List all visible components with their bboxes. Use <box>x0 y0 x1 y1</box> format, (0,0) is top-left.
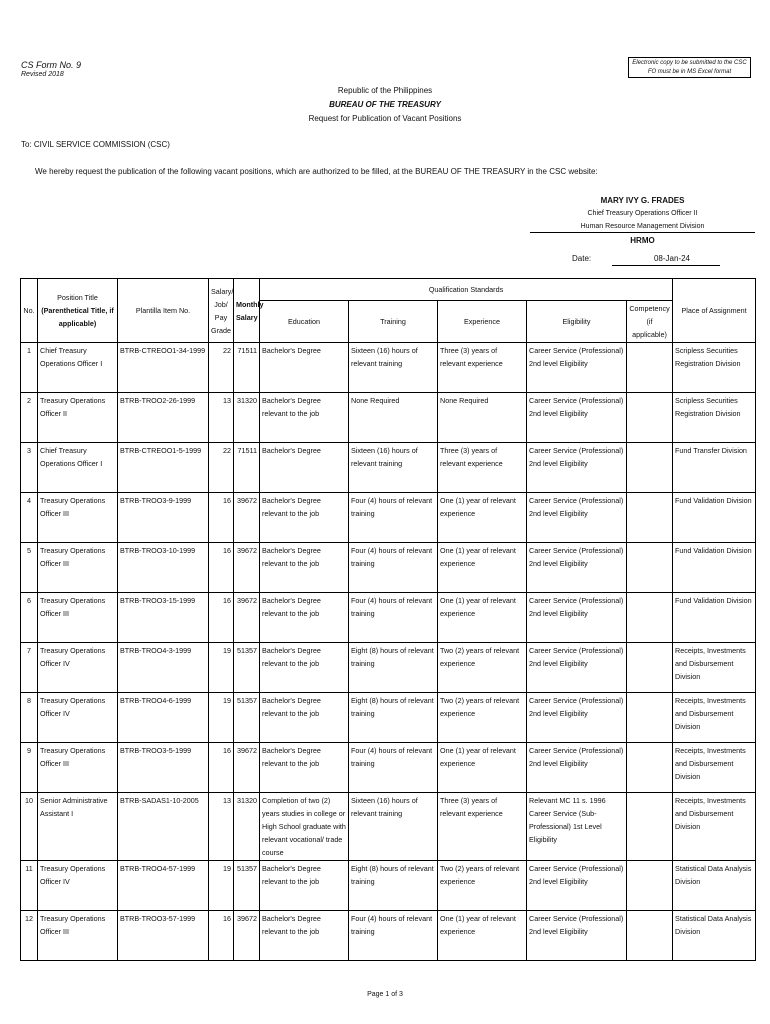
experience-requirement: Two (2) years of relevant experience <box>438 643 527 693</box>
table-row <box>21 393 756 443</box>
position-title: Treasury Operations Officer III <box>38 493 118 543</box>
place-of-assignment: Scripless Securities Registration Division <box>673 343 756 393</box>
header-position-title <box>38 279 118 343</box>
form-revision: Revised 2018 <box>21 71 64 78</box>
education-requirement: Bachelor's Degree relevant to the job <box>260 861 349 911</box>
place-of-assignment: Fund Transfer Division <box>673 443 756 493</box>
eligibility-requirement: Career Service (Professional) 2nd level Eligibility <box>527 743 627 793</box>
competency-requirement <box>627 493 673 543</box>
salary-grade: 16 <box>209 743 234 793</box>
monthly-salary: 51357 <box>234 861 260 911</box>
electronic-copy-notice: Electronic copy to be submitted to the CSC FO must be in MS Excel format <box>628 57 751 78</box>
header-competency: Competency (if applicable) <box>627 301 673 343</box>
monthly-salary: 51357 <box>234 643 260 693</box>
competency-requirement <box>627 593 673 643</box>
competency-requirement <box>627 343 673 393</box>
place-of-assignment: Fund Validation Division <box>673 493 756 543</box>
competency-requirement <box>627 911 673 961</box>
salary-grade: 22 <box>209 343 234 393</box>
monthly-salary: 39672 <box>234 593 260 643</box>
table-row <box>21 793 756 861</box>
competency-requirement <box>627 693 673 743</box>
signatory-name: MARY IVY G. FRADES <box>600 196 685 205</box>
signature-line <box>530 232 755 233</box>
education-requirement: Bachelor's Degree relevant to the job <box>260 693 349 743</box>
experience-requirement: Three (3) years of relevant experience <box>438 793 527 861</box>
competency-requirement <box>627 743 673 793</box>
experience-requirement: One (1) year of relevant experience <box>438 911 527 961</box>
education-requirement: Completion of two (2) years studies in college or High School graduate with relevant vocational/ trade course <box>260 793 349 861</box>
competency-requirement <box>627 861 673 911</box>
salary-grade: 19 <box>209 643 234 693</box>
experience-requirement: One (1) year of relevant experience <box>438 743 527 793</box>
table-row <box>21 911 756 961</box>
monthly-salary: 71511 <box>234 443 260 493</box>
training-requirement: Eight (8) hours of relevant training <box>349 693 438 743</box>
plantilla-item-no: BTRB-SADAS1-10-2005 <box>118 793 209 861</box>
row-number: 7 <box>21 643 38 693</box>
table-row <box>21 693 756 743</box>
position-title: Treasury Operations Officer IV <box>38 693 118 743</box>
header-education: Education <box>260 301 349 343</box>
experience-requirement: One (1) year of relevant experience <box>438 543 527 593</box>
position-title: Chief Treasury Operations Officer I <box>38 443 118 493</box>
header-qualification-standards: Qualification Standards <box>260 279 673 301</box>
header-salary-grade: Salary/ Job/ Pay Grade <box>209 279 234 343</box>
plantilla-item-no: BTRB-CTREOO1-5-1999 <box>118 443 209 493</box>
position-title: Treasury Operations Officer IV <box>38 861 118 911</box>
eligibility-requirement: Career Service (Professional) 2nd level Eligibility <box>527 543 627 593</box>
training-requirement: Four (4) hours of relevant training <box>349 743 438 793</box>
header-no: No. <box>21 279 38 343</box>
table-row <box>21 861 756 911</box>
row-number: 2 <box>21 393 38 443</box>
competency-requirement <box>627 543 673 593</box>
monthly-salary: 39672 <box>234 911 260 961</box>
training-requirement: Sixteen (16) hours of relevant training <box>349 343 438 393</box>
salary-grade: 19 <box>209 693 234 743</box>
eligibility-requirement: Career Service (Professional) 2nd level Eligibility <box>527 443 627 493</box>
experience-requirement: Two (2) years of relevant experience <box>438 693 527 743</box>
plantilla-item-no: BTRB-TROO3-10-1999 <box>118 543 209 593</box>
plantilla-item-no: BTRB-TROO3-15-1999 <box>118 593 209 643</box>
education-requirement: Bachelor's Degree relevant to the job <box>260 543 349 593</box>
competency-requirement <box>627 793 673 861</box>
plantilla-item-no: BTRB-TROO3-9-1999 <box>118 493 209 543</box>
education-requirement: Bachelor's Degree relevant to the job <box>260 643 349 693</box>
request-statement: We hereby request the publication of the following vacant positions, which are authorized to be filled, at the BUREAU OF THE TREASURY in the CSC website: <box>35 167 598 176</box>
header-position-title-line1: Position Title <box>57 293 98 302</box>
place-of-assignment: Receipts, Investments and Disbursement Division <box>673 693 756 743</box>
place-of-assignment: Fund Validation Division <box>673 593 756 643</box>
table-row <box>21 493 756 543</box>
row-number: 9 <box>21 743 38 793</box>
form-number: CS Form No. 9 <box>21 60 82 70</box>
row-number: 11 <box>21 861 38 911</box>
training-requirement: Four (4) hours of relevant training <box>349 493 438 543</box>
position-title: Treasury Operations Officer III <box>38 543 118 593</box>
salary-grade: 16 <box>209 543 234 593</box>
monthly-salary: 51357 <box>234 693 260 743</box>
salary-grade: 16 <box>209 911 234 961</box>
position-title: Treasury Operations Officer II <box>38 393 118 443</box>
monthly-salary: 31320 <box>234 793 260 861</box>
table-row <box>21 743 756 793</box>
table-row <box>21 343 756 393</box>
form-subject: Request for Publication of Vacant Positions <box>308 114 462 123</box>
experience-requirement: Three (3) years of relevant experience <box>438 343 527 393</box>
position-title: Treasury Operations Officer III <box>38 593 118 643</box>
salary-grade: 13 <box>209 393 234 443</box>
salary-grade: 22 <box>209 443 234 493</box>
eligibility-requirement: Relevant MC 11 s. 1996 Career Service (Sub-Professional) 1st Level Eligibility <box>527 793 627 861</box>
row-number: 8 <box>21 693 38 743</box>
salary-grade: 16 <box>209 593 234 643</box>
eligibility-requirement: Career Service (Professional) 2nd level Eligibility <box>527 693 627 743</box>
education-requirement: Bachelor's Degree relevant to the job <box>260 493 349 543</box>
page-number: Page 1 of 3 <box>367 991 403 998</box>
republic-heading: Republic of the Philippines <box>337 86 433 95</box>
header-plantilla: Plantilla Item No. <box>118 279 209 343</box>
plantilla-item-no: BTRB-TROO3-57-1999 <box>118 911 209 961</box>
plantilla-item-no: BTRB-TROO3-5-1999 <box>118 743 209 793</box>
eligibility-requirement: Career Service (Professional) 2nd level Eligibility <box>527 593 627 643</box>
eligibility-requirement: Career Service (Professional) 2nd level Eligibility <box>527 493 627 543</box>
experience-requirement: One (1) year of relevant experience <box>438 593 527 643</box>
row-number: 12 <box>21 911 38 961</box>
table-row <box>21 643 756 693</box>
header-monthly-salary: Monthly Salary <box>234 279 260 343</box>
place-of-assignment: Receipts, Investments and Disbursement Division <box>673 793 756 861</box>
eligibility-requirement: Career Service (Professional) 2nd level Eligibility <box>527 911 627 961</box>
education-requirement: Bachelor's Degree relevant to the job <box>260 911 349 961</box>
table-row <box>21 443 756 493</box>
plantilla-item-no: BTRB-TROO4-6-1999 <box>118 693 209 743</box>
eligibility-requirement: Career Service (Professional) 2nd level Eligibility <box>527 343 627 393</box>
header-experience: Experience <box>438 301 527 343</box>
monthly-salary: 31320 <box>234 393 260 443</box>
table-row <box>21 543 756 593</box>
position-title: Senior Administrative Assistant I <box>38 793 118 861</box>
monthly-salary: 39672 <box>234 743 260 793</box>
row-number: 4 <box>21 493 38 543</box>
training-requirement: Four (4) hours of relevant training <box>349 593 438 643</box>
position-title: Treasury Operations Officer III <box>38 743 118 793</box>
education-requirement: Bachelor's Degree relevant to the job <box>260 393 349 443</box>
monthly-salary: 39672 <box>234 493 260 543</box>
row-number: 3 <box>21 443 38 493</box>
place-of-assignment: Fund Validation Division <box>673 543 756 593</box>
experience-requirement: One (1) year of relevant experience <box>438 493 527 543</box>
date-value: 08-Jan-24 <box>653 254 691 263</box>
education-requirement: Bachelor's Degree <box>260 343 349 393</box>
experience-requirement: None Required <box>438 393 527 443</box>
position-title: Chief Treasury Operations Officer I <box>38 343 118 393</box>
eligibility-requirement: Career Service (Professional) 2nd level Eligibility <box>527 643 627 693</box>
addressee: To: CIVIL SERVICE COMMISSION (CSC) <box>21 140 170 149</box>
place-of-assignment: Statistical Data Analysis Division <box>673 861 756 911</box>
plantilla-item-no: BTRB-CTREOO1-34-1999 <box>118 343 209 393</box>
eligibility-requirement: Career Service (Professional) 2nd level Eligibility <box>527 861 627 911</box>
row-number: 6 <box>21 593 38 643</box>
education-requirement: Bachelor's Degree relevant to the job <box>260 593 349 643</box>
place-of-assignment: Scripless Securities Registration Division <box>673 393 756 443</box>
row-number: 10 <box>21 793 38 861</box>
salary-grade: 13 <box>209 793 234 861</box>
row-number: 5 <box>21 543 38 593</box>
training-requirement: Eight (8) hours of relevant training <box>349 643 438 693</box>
header-training: Training <box>349 301 438 343</box>
training-requirement: Four (4) hours of relevant training <box>349 911 438 961</box>
plantilla-item-no: BTRB-TROO2-26-1999 <box>118 393 209 443</box>
training-requirement: None Required <box>349 393 438 443</box>
agency-heading: BUREAU OF THE TREASURY <box>329 100 441 109</box>
header-place-of-assignment: Place of Assignment <box>673 279 756 343</box>
signatory-position: Chief Treasury Operations Officer II <box>587 210 698 217</box>
monthly-salary: 39672 <box>234 543 260 593</box>
place-of-assignment: Receipts, Investments and Disbursement Division <box>673 743 756 793</box>
training-requirement: Sixteen (16) hours of relevant training <box>349 793 438 861</box>
competency-requirement <box>627 443 673 493</box>
competency-requirement <box>627 393 673 443</box>
experience-requirement: Three (3) years of relevant experience <box>438 443 527 493</box>
plantilla-item-no: BTRB-TROO4-3-1999 <box>118 643 209 693</box>
eligibility-requirement: Career Service (Professional) 2nd level Eligibility <box>527 393 627 443</box>
signatory-division: Human Resource Management Division <box>580 223 705 230</box>
training-requirement: Eight (8) hours of relevant training <box>349 861 438 911</box>
place-of-assignment: Receipts, Investments and Disbursement Division <box>673 643 756 693</box>
education-requirement: Bachelor's Degree relevant to the job <box>260 743 349 793</box>
salary-grade: 16 <box>209 493 234 543</box>
salary-grade: 19 <box>209 861 234 911</box>
date-underline <box>612 265 720 266</box>
position-title: Treasury Operations Officer IV <box>38 643 118 693</box>
date-label: Date: <box>572 254 592 263</box>
vacant-positions-table <box>20 278 756 961</box>
row-number: 1 <box>21 343 38 393</box>
plantilla-item-no: BTRB-TROO4-57-1999 <box>118 861 209 911</box>
training-requirement: Four (4) hours of relevant training <box>349 543 438 593</box>
header-position-title-line2: (Parenthetical Title, if applicable) <box>41 306 114 328</box>
education-requirement: Bachelor's Degree <box>260 443 349 493</box>
training-requirement: Sixteen (16) hours of relevant training <box>349 443 438 493</box>
competency-requirement <box>627 643 673 693</box>
position-title: Treasury Operations Officer III <box>38 911 118 961</box>
monthly-salary: 71511 <box>234 343 260 393</box>
table-row <box>21 593 756 643</box>
header-eligibility: Eligibility <box>527 301 627 343</box>
experience-requirement: Two (2) years of relevant experience <box>438 861 527 911</box>
signatory-office: HRMO <box>630 236 655 245</box>
place-of-assignment: Statistical Data Analysis Division <box>673 911 756 961</box>
